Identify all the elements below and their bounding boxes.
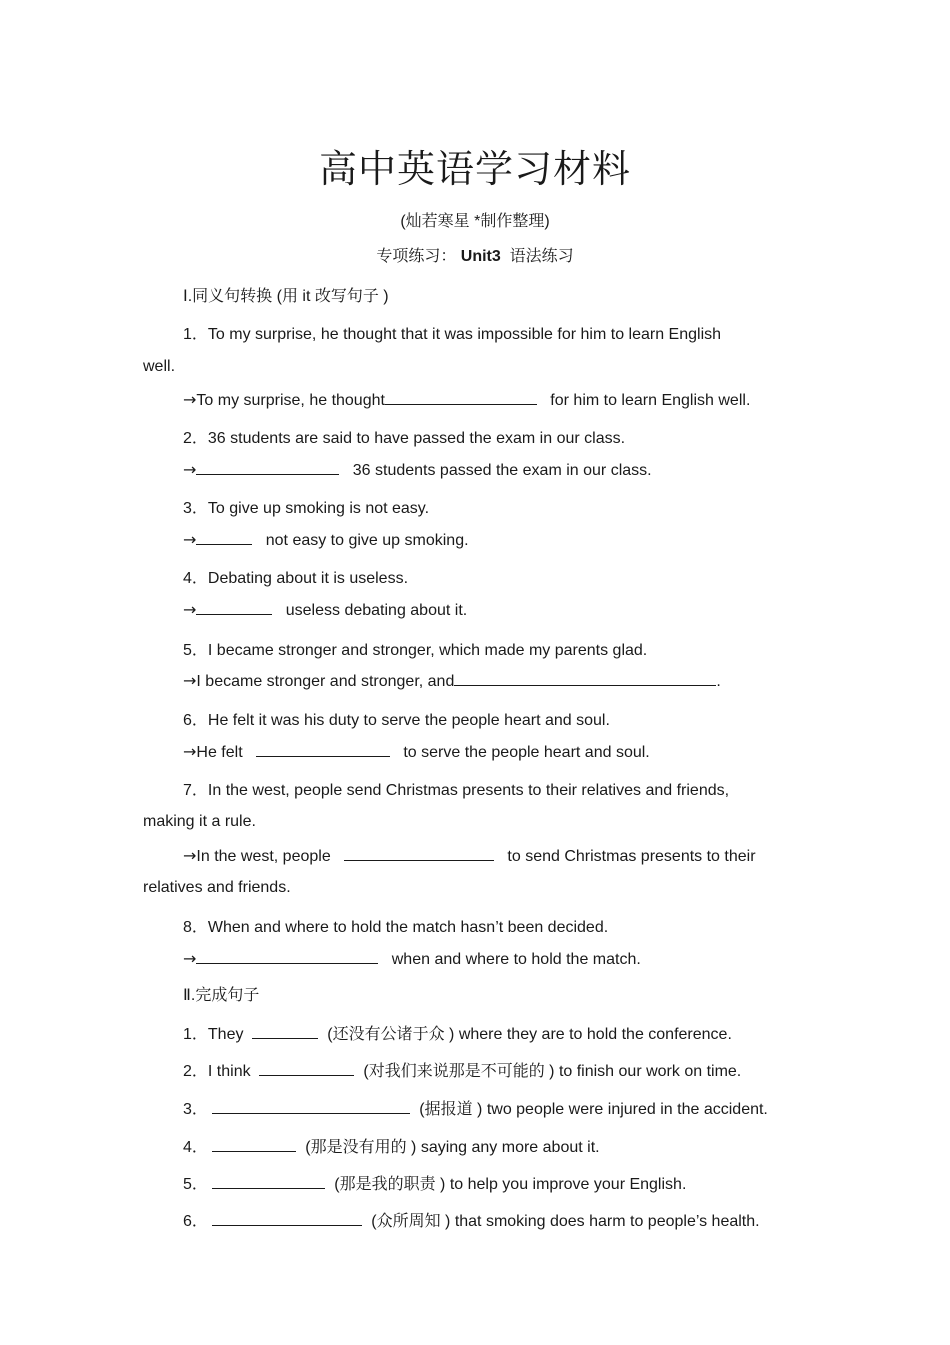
q8-question: 8．When and where to hold the match hasn’t been decided. — [183, 919, 609, 936]
q8-blank[interactable] — [196, 949, 378, 964]
document-subtitle — [0, 243, 950, 266]
q5-blank[interactable] — [454, 671, 716, 686]
q1-blank[interactable] — [385, 390, 537, 405]
q1-answer: →To my surprise, he thought for him to learn English well. — [183, 390, 751, 409]
q2-answer: → 36 students passed the exam in our class. — [183, 460, 652, 479]
arrow-icon: → — [183, 742, 197, 761]
q4-blank[interactable] — [196, 600, 272, 615]
p2-item-1: 1．They (还没有公诸于众 ) where they are to hold the conference. — [183, 1026, 732, 1043]
arrow-icon: → — [183, 949, 197, 968]
p2-blank-5[interactable] — [212, 1174, 325, 1189]
p2-blank-1[interactable] — [252, 1024, 318, 1039]
q7-answer-continued: relatives and friends. — [143, 879, 291, 896]
document-title: 高中英语学习材料 — [318, 147, 631, 191]
q3-answer: → not easy to give up smoking. — [183, 530, 469, 549]
q1-question: 1．To my surprise, he thought that it was impossible for him to learn English — [183, 326, 722, 343]
p2-blank-2[interactable] — [259, 1061, 354, 1076]
q7-answer: →In the west, people to send Christmas presents to their — [183, 846, 756, 865]
q5-question: 5．I became stronger and stronger, which made my parents glad. — [183, 642, 648, 659]
q2-blank[interactable] — [196, 460, 339, 475]
q2-question: 2．36 students are said to have passed the exam in our class. — [183, 430, 626, 447]
subtitle-prefix: 专项练习： — [376, 248, 457, 265]
q3-blank[interactable] — [196, 530, 252, 545]
arrow-icon: → — [183, 390, 197, 409]
subtitle-suffix: 语法练习 — [509, 248, 574, 265]
q4-answer: → useless debating about it. — [183, 600, 468, 619]
q6-question: 6．He felt it was his duty to serve the people heart and soul. — [183, 712, 610, 729]
p2-item-5: 5． (那是我的职责 ) to help you improve your English. — [183, 1176, 687, 1193]
arrow-icon: → — [183, 530, 197, 549]
p2-item-4: 4． (那是没有用的 ) saying any more about it. — [183, 1139, 600, 1156]
q6-blank[interactable] — [256, 742, 390, 757]
q7-question-continued: making it a rule. — [143, 813, 256, 830]
document-credit: (灿若寒星 *制作整理) — [400, 213, 550, 230]
q6-answer: →He felt to serve the people heart and soul. — [183, 742, 650, 761]
p2-item-3: 3． (据报道 ) two people were injured in the accident. — [183, 1101, 768, 1118]
q7-blank[interactable] — [344, 846, 494, 861]
p2-blank-3[interactable] — [212, 1099, 410, 1114]
arrow-icon: → — [183, 600, 197, 619]
part2-heading: Ⅱ.完成句子 — [183, 987, 260, 1004]
arrow-icon: → — [183, 460, 197, 479]
arrow-icon: → — [183, 846, 197, 865]
q5-answer: →I became stronger and stronger, and . — [183, 671, 721, 690]
p2-item-6: 6． (众所周知 ) that smoking does harm to people’s health. — [183, 1213, 760, 1230]
part1-heading: Ⅰ.同义句转换 (用 it 改写句子 ) — [183, 288, 389, 305]
q1-question-continued: well. — [143, 358, 176, 375]
subtitle-unit: Unit3 — [460, 248, 501, 265]
p2-blank-4[interactable] — [212, 1137, 296, 1152]
q3-question: 3．To give up smoking is not easy. — [183, 500, 430, 517]
arrow-icon: → — [183, 671, 197, 690]
q4-question: 4．Debating about it is useless. — [183, 570, 409, 587]
q7-question: 7．In the west, people send Christmas presents to their relatives and friends, — [183, 782, 730, 799]
p2-item-2: 2．I think (对我们来说那是不可能的 ) to finish our work on time. — [183, 1063, 742, 1080]
q8-answer: → when and where to hold the match. — [183, 949, 641, 968]
p2-blank-6[interactable] — [212, 1211, 362, 1226]
